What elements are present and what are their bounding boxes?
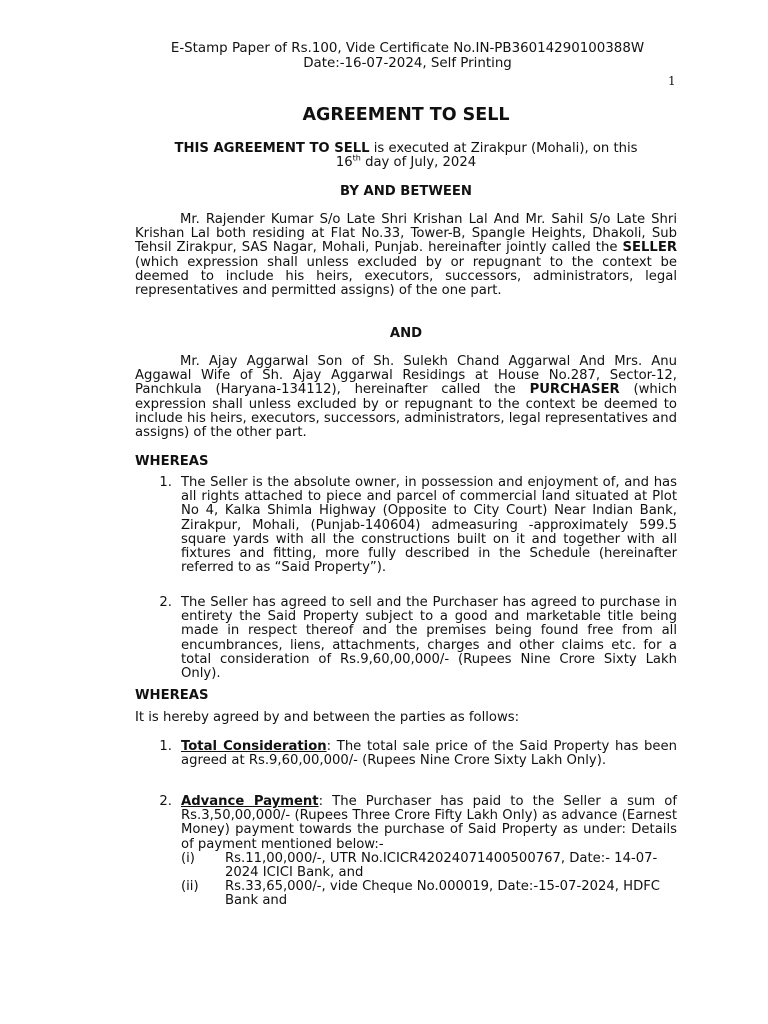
term-heading: Total Consideration (181, 739, 327, 754)
payment-item: Rs.33,65,000/-, vide Cheque No.000019, Date:-15-07-2024, HDFC Bank and (225, 879, 661, 909)
document-title: AGREEMENT TO SELL (302, 105, 510, 125)
payment-number: (ii) (181, 879, 199, 894)
whereas-item: The Seller is the absolute owner, in possession and enjoyment of, and has all rights attached to piece and parcel of commercial land situated at Plot No 4, Kalka Shimla Highway (Opposite to City Court) Near Indian Bank, Zirakpur, Mohali, (Punjab-140604) admeasuring -approximately 599.5 square yards with all the constructions built on it and together with all fixtures and fitting, more fully described in the Schedule (hereinafter referred to as “Said Property”). (181, 475, 677, 576)
whereas-heading-1: WHEREAS (135, 454, 209, 469)
term-heading: Advance Payment (181, 794, 319, 809)
purchaser-bold: PURCHASER (529, 382, 620, 398)
intro-text1: is executed at Zirakpur (Mohali), on this (369, 141, 638, 156)
intro-bold: THIS AGREEMENT TO SELL (174, 141, 370, 156)
whereas-item-number: 1. (159, 475, 172, 490)
whereas-heading-2: WHEREAS (135, 688, 209, 703)
payment-item: Rs.11,00,000/-, UTR No.ICICR42024071400500767, Date:- 14-07-2024 ICICI Bank, and (225, 851, 658, 881)
page-number: 1 (668, 74, 676, 88)
term-number: 2. (159, 794, 172, 809)
seller-text2: (which expression shall unless excluded by or repugnant to the context be deemed to include his heirs, executors, successors, administrators, legal representatives and permitted assigns) of the one part. (135, 254, 677, 299)
purchaser-text2: (which expression shall unless excluded by or repugnant to the context be deemed to include his heirs, executors, successors, administrators, legal representatives and assigns) of the other part. (135, 382, 678, 441)
term-item (181, 795, 677, 852)
purchaser-text1: Mr. Ajay Aggarwal Son of Sh. Sulekh Chand Aggarwal And Mrs. Anu Aggawal Wife of Sh. Ajay Aggarwal Residings at House No.287, Sector-12, Panchkula (Haryana-134112), hereinafter called the (135, 354, 677, 398)
intro-text2: day of July, 2024 (360, 155, 477, 171)
stamp-header-line2: Date:-16-07-2024, Self Printing (303, 56, 512, 71)
term-text: : The Purchaser has paid to the Seller a sum of Rs.3,50,00,000/- (Rupees Three Crore Fifty Lakh Only) as advance (Earnest Money) payment towards the purchase of Said Property as under: Details of payment mentioned below:- (181, 794, 677, 852)
seller-paragraph (135, 213, 677, 298)
intro-day-suffix: th (352, 153, 361, 163)
whereas-item-number: 2. (159, 595, 172, 610)
purchaser-paragraph (135, 355, 677, 440)
intro-day: 16 (335, 155, 353, 171)
whereas-item: The Seller has agreed to sell and the Purchaser has agreed to purchase in entirety the Said Property subject to a good and marketable title being made in respect thereof and the premises being found free from all encumbrances, liens, attachments, charges and other claims etc. for a total consideration of Rs.9,60,00,000/- (Rupees Nine Crore Sixty Lakh Only). (181, 595, 677, 682)
term-number: 1. (159, 739, 172, 754)
stamp-header-line1: E-Stamp Paper of Rs.100, Vide Certificate No.IN-PB36014290100388W (170, 41, 645, 56)
intro-paragraph (135, 142, 677, 170)
payment-number: (i) (181, 851, 195, 866)
term-item (181, 740, 677, 768)
term-text: : The total sale price of the Said Property has been agreed at Rs.9,60,00,000/- (Rupees Nine Crore Sixty Lakh Only). (181, 739, 677, 769)
seller-bold: SELLER (622, 240, 677, 256)
seller-text1: Mr. Rajender Kumar S/o Late Shri Krishan Lal And Mr. Sahil S/o Late Shri Krishan Lal both residing at Flat No.33, Tower-B, Spangle Heights, Dhakoli, Sub Tehsil Zirakpur, SAS Nagar, Mohali, Punjab. hereinafter jointly called the (135, 212, 677, 256)
and-heading: AND (389, 326, 423, 341)
agreed-statement: It is hereby agreed by and between the parties as follows: (135, 710, 520, 725)
by-and-between-heading: BY AND BETWEEN (340, 184, 472, 199)
